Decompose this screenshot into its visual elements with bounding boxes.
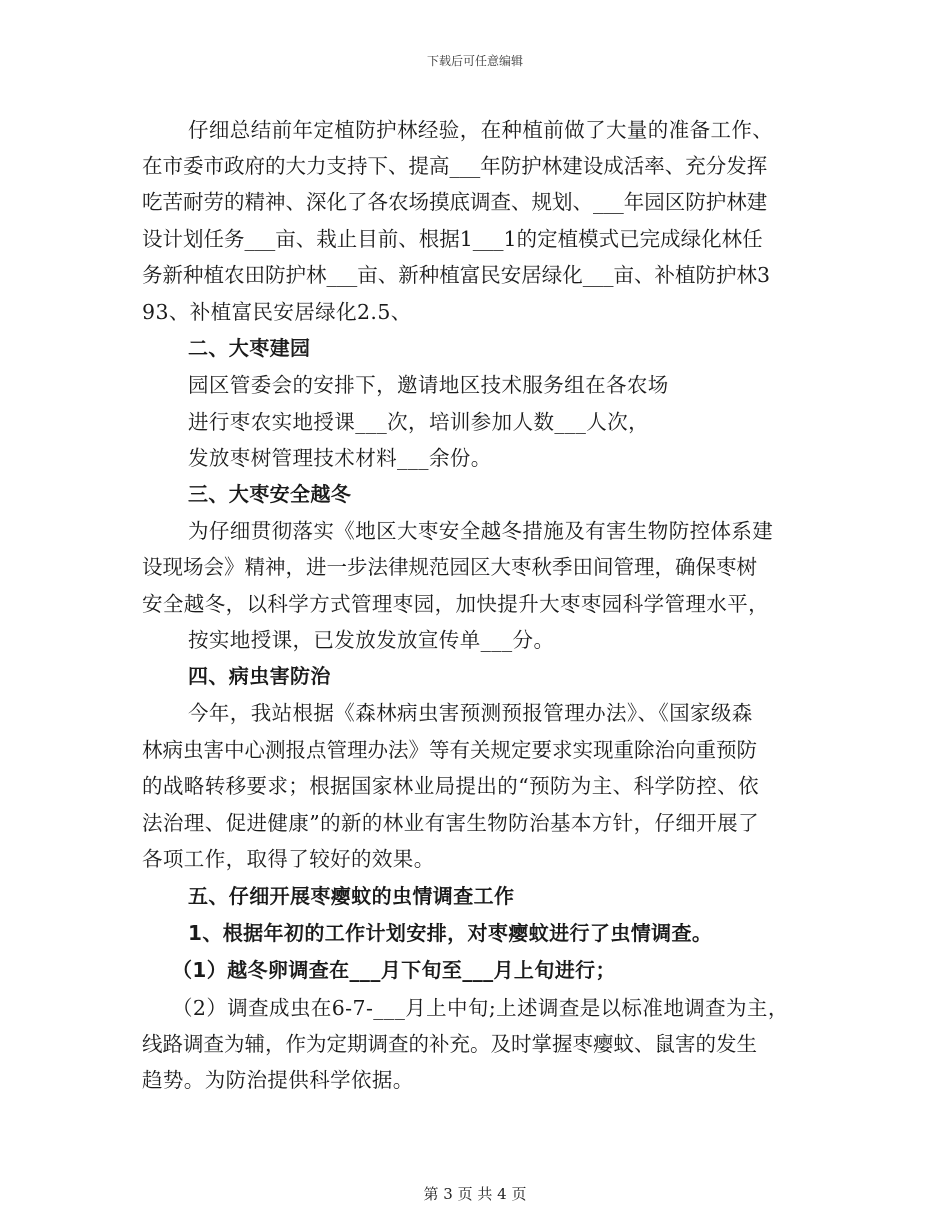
body-line: 在市委市政府的大力支持下、提高___年防护林建设成活率、充分发挥 xyxy=(142,154,768,178)
body-line: 安全越冬，以科学方式管理枣园，加快提升大枣枣园科学管理水平， xyxy=(142,592,769,616)
section-heading: 四、病虫害防治 xyxy=(188,664,331,688)
body-line: 仔细总结前年定植防护林经验，在种植前做了大量的准备工作、 xyxy=(188,118,774,142)
body-line: （2）调查成虫在6-7-___月上中旬;上述调查是以标准地调查为主， xyxy=(172,996,789,1020)
body-line: 进行枣农实地授课___次，培训参加人数___人次， xyxy=(188,410,649,434)
body-line: 今年，我站根据《森林病虫害预测预报管理办法》、《国家级森 xyxy=(188,701,753,725)
body-line: 的战略转移要求；根据国家林业局提出的“预防为主、科学防控、依 xyxy=(142,774,759,798)
body-line: 线路调查为辅，作为定期调查的补充。及时掌握枣瘿蚊、鼠害的发生 xyxy=(142,1032,757,1056)
page-header: 下载后可任意编辑 xyxy=(426,54,523,68)
body-line: 93、补植富民安居绿化2.5、 xyxy=(142,300,412,324)
subsection-heading: 1、根据年初的工作计划安排，对枣瘿蚊进行了虫情调查。 xyxy=(188,921,713,945)
body-line: 园区管委会的安排下，邀请地区技术服务组在各农场 xyxy=(188,373,669,397)
body-line: 设现场会》精神，进一步法律规范园区大枣秋季田间管理，确保枣树 xyxy=(142,555,757,579)
subsection-heading: （1）越冬卵调查在___月下旬至___月上旬进行； xyxy=(172,958,616,982)
body-line: 设计划任务___亩、栽止目前、根据1___1的定植模式已完成绿化林任 xyxy=(142,227,763,251)
section-heading: 二、大枣建园 xyxy=(188,336,311,360)
body-line: 林病虫害中心测报点管理办法》等有关规定要求实现重除治向重预防 xyxy=(142,738,757,762)
body-line: 为仔细贯彻落实《地区大枣安全越冬措施及有害生物防控体系建 xyxy=(188,519,774,543)
body-line: 按实地授课，已发放发放宣传单___分。 xyxy=(188,628,555,652)
body-line: 吃苦耐劳的精神、深化了各农场摸底调查、规划、___年园区防护林建 xyxy=(142,190,768,214)
body-line: 务新种植农田防护林___亩、新种植富民安居绿化___亩、补植防护林3 xyxy=(142,263,771,287)
body-line: 各项工作，取得了较好的效果。 xyxy=(142,847,435,871)
body-line: 趋势。为防治提供科学依据。 xyxy=(142,1068,414,1092)
body-line: 发放枣树管理技术材料___余份。 xyxy=(188,446,492,470)
section-heading: 五、仔细开展枣瘿蚊的虫情调查工作 xyxy=(188,884,515,908)
body-line: 法治理、促进健康”的新的林业有害生物防治基本方针，仔细开展了 xyxy=(142,811,759,835)
section-heading: 三、大枣安全越冬 xyxy=(188,482,352,506)
page-footer: 第 3 页 共 4 页 xyxy=(423,1185,527,1203)
